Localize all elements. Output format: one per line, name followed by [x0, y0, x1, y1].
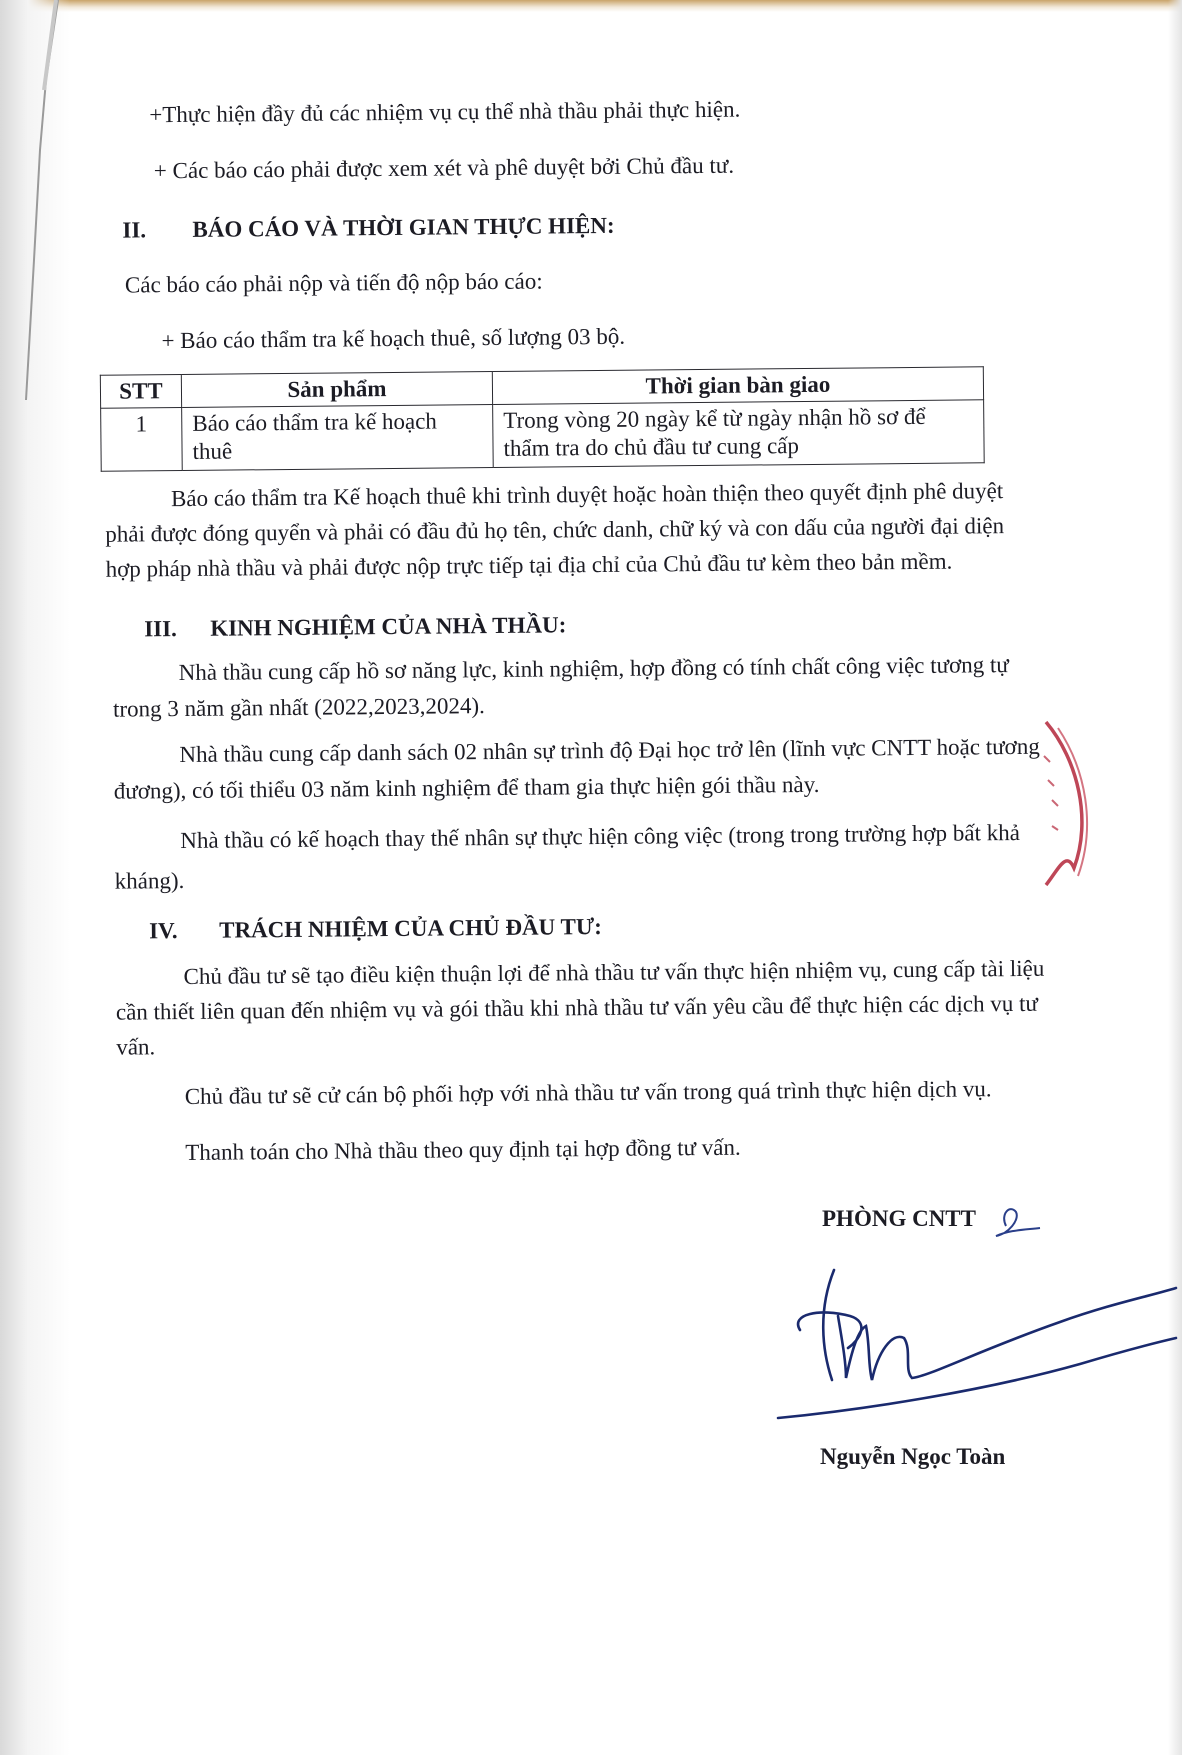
section-4-paragraph-line-2: cần thiết liên quan đến nhiệm vụ và gói thầu khi nhà thầu tư vấn yêu cầu để thực hiện các dịch vụ tư — [115, 990, 1038, 1025]
table-cell-time-line-1: Trong vòng 20 ngày kể từ ngày nhận hồ sơ để — [503, 403, 926, 433]
intro-bullet-1: +Thực hiện đầy đủ các nhiệm vụ cụ thể nhà thầu phải thực hiện. — [149, 96, 741, 128]
table-cell-product-line-1: Báo cáo thẩm tra kế hoạch — [192, 408, 437, 436]
section-3-paragraph-line-1: Nhà thầu cung cấp hồ sơ năng lực, kinh nghiệm, hợp đồng có tính chất công việc tương tự — [178, 652, 1009, 686]
table-header-time: Thời gian bàn giao — [492, 367, 983, 405]
table-header-product: Sản phẩm — [181, 372, 492, 408]
section-2-paragraph-line-2: phải được đóng quyển và phải có đầu đủ họ tên, chức danh, chữ ký và con dấu của người đại diện — [105, 513, 1005, 547]
table-cell-product-line-2: thuê — [192, 438, 233, 464]
stamp-edge — [1044, 722, 1087, 885]
section-2-intro: Các báo cáo phải nộp và tiến độ nộp báo cáo: — [124, 268, 543, 298]
section-2-paragraph-line-3: hợp pháp nhà thầu và phải được nộp trực tiếp tại địa chỉ của Chủ đầu tư kèm theo bản mềm. — [105, 548, 953, 582]
section-3-paragraph-line-3: Nhà thầu cung cấp danh sách 02 nhân sự trình độ Đại học trở lên (lĩnh vực CNTT hoặc tương — [179, 733, 1040, 768]
section-3-paragraph-line-6: kháng). — [114, 868, 185, 894]
handwritten-signature — [778, 1270, 1176, 1418]
section-2-bullet: + Báo cáo thẩm tra kế hoạch thuê, số lượng 03 bộ. — [161, 323, 626, 354]
intro-bullet-2: + Các báo cáo phải được xem xét và phê duyệt bởi Chủ đầu tư. — [153, 152, 735, 184]
signature-name: Nguyễn Ngọc Toàn — [820, 1444, 1006, 1469]
section-4-number: IV. — [149, 918, 178, 944]
section-4-title: TRÁCH NHIỆM CỦA CHỦ ĐẦU TƯ: — [219, 913, 602, 943]
section-3-paragraph-line-4: đương), có tối thiểu 03 năm kinh nghiệm để tham gia thực hiện gói thầu này. — [113, 771, 820, 804]
section-3-paragraph-line-5: Nhà thầu có kế hoạch thay thế nhân sự thực hiện công việc (trong trong trường hợp bất khả — [180, 819, 1021, 854]
initial-mark — [996, 1209, 1040, 1236]
section-4-paragraph-line-5: Thanh toán cho Nhà thầu theo quy định tại hợp đồng tư vấn. — [185, 1134, 741, 1166]
section-3-number: III. — [144, 616, 177, 642]
section-4-paragraph-line-4: Chủ đầu tư sẽ cử cán bộ phối hợp với nhà thầu tư vấn trong quá trình thực hiện dịch vụ. — [184, 1076, 992, 1110]
section-2-title: BÁO CÁO VÀ THỜI GIAN THỰC HIỆN: — [192, 212, 615, 242]
section-2-number: II. — [122, 217, 147, 243]
section-3-paragraph-line-2: trong 3 năm gần nhất (2022,2023,2024). — [112, 693, 485, 722]
section-4-paragraph-line-3: vấn. — [116, 1034, 156, 1060]
section-3-title: KINH NGHIỆM CỦA NHÀ THẦU: — [210, 612, 567, 641]
section-2-paragraph-line-1: Báo cáo thẩm tra Kế hoạch thuê khi trình duyệt hoặc hoàn thiện theo quyết định phê duyệt — [170, 478, 1004, 512]
signature-department: PHÒNG CNTT — [822, 1206, 976, 1231]
table-cell-time-line-2: thẩm tra do chủ đầu tư cung cấp — [503, 433, 800, 461]
section-4-paragraph-line-1: Chủ đầu tư sẽ tạo điều kiện thuận lợi để nhà thầu tư vấn thực hiện nhiệm vụ, cung cấp tài liệu — [183, 955, 1045, 990]
table-header-stt: STT — [100, 375, 181, 409]
table-cell-stt: 1 — [101, 408, 183, 472]
